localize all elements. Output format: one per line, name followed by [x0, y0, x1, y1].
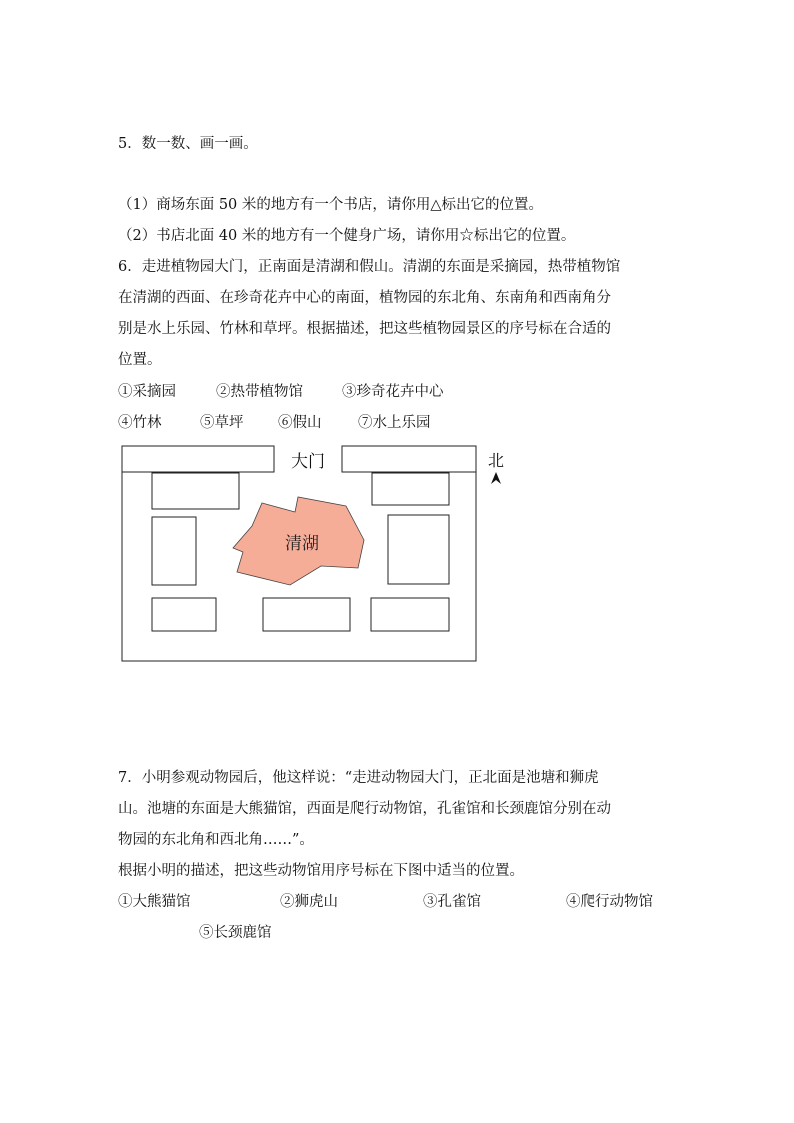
plot-southwest [152, 598, 216, 631]
q7-option-3: ③孔雀馆 [423, 894, 481, 910]
lake-label: 清湖 [285, 534, 319, 554]
plot-northwest [152, 473, 239, 509]
q6-option-4: ④竹林 [118, 415, 162, 431]
q5-part1: （1）商场东面 50 米的地方有一个书店，请你用△标出它的位置。 [118, 197, 544, 213]
plot-west [152, 517, 196, 585]
gate-right-wall [342, 446, 476, 472]
plot-northeast [372, 473, 449, 505]
q7-line-1: 7．小明参观动物园后，他这样说：“走进动物园大门，正北面是池塘和狮虎 [118, 770, 599, 786]
q7-option-1: ①大熊猫馆 [118, 894, 191, 910]
gate-label: 大门 [291, 452, 325, 472]
q7-option-4: ④爬行动物馆 [566, 894, 653, 910]
q5-part2: （2）书店北面 40 米的地方有一个健身广场，请你用☆标出它的位置。 [118, 228, 576, 244]
plot-southeast [371, 598, 449, 631]
q6-line-4: 位置。 [118, 352, 162, 368]
q7-line-3: 物园的东北角和西北角……”。 [118, 832, 314, 848]
q6-option-7: ⑦水上乐园 [358, 415, 431, 431]
plot-south [263, 598, 350, 631]
plot-east [388, 515, 449, 584]
gate-left-wall [122, 446, 274, 472]
q7-line-4: 根据小明的描述，把这些动物馆用序号标在下图中适当的位置。 [118, 863, 524, 879]
q7-option-2: ②狮虎山 [280, 894, 338, 910]
q7-line-2: 山。池塘的东面是大熊猫馆，西面是爬行动物馆，孔雀馆和长颈鹿馆分别在动 [118, 801, 611, 817]
q6-option-1: ①采摘园 [118, 384, 176, 400]
north-label: 北 [487, 451, 505, 470]
q6-line-1: 6．走进植物园大门，正南面是清湖和假山。清湖的东面是采摘园，热带植物馆 [118, 259, 621, 275]
q6-option-3: ③珍奇花卉中心 [342, 384, 444, 400]
q6-option-5: ⑤草坪 [200, 415, 244, 431]
q6-line-2: 在清湖的西面、在珍奇花卉中心的南面，植物园的东北角、东南角和西南角分 [118, 290, 611, 306]
q5-title: 5．数一数、画一画。 [118, 136, 258, 152]
q6-option-2: ②热带植物馆 [216, 384, 303, 400]
q6-option-6: ⑥假山 [278, 415, 322, 431]
q7-option-5: ⑤长颈鹿馆 [199, 925, 272, 941]
north-arrow-icon [491, 472, 501, 484]
q6-line-3: 别是水上乐园、竹林和草坪。根据描述，把这些植物园景区的序号标在合适的 [118, 321, 611, 337]
